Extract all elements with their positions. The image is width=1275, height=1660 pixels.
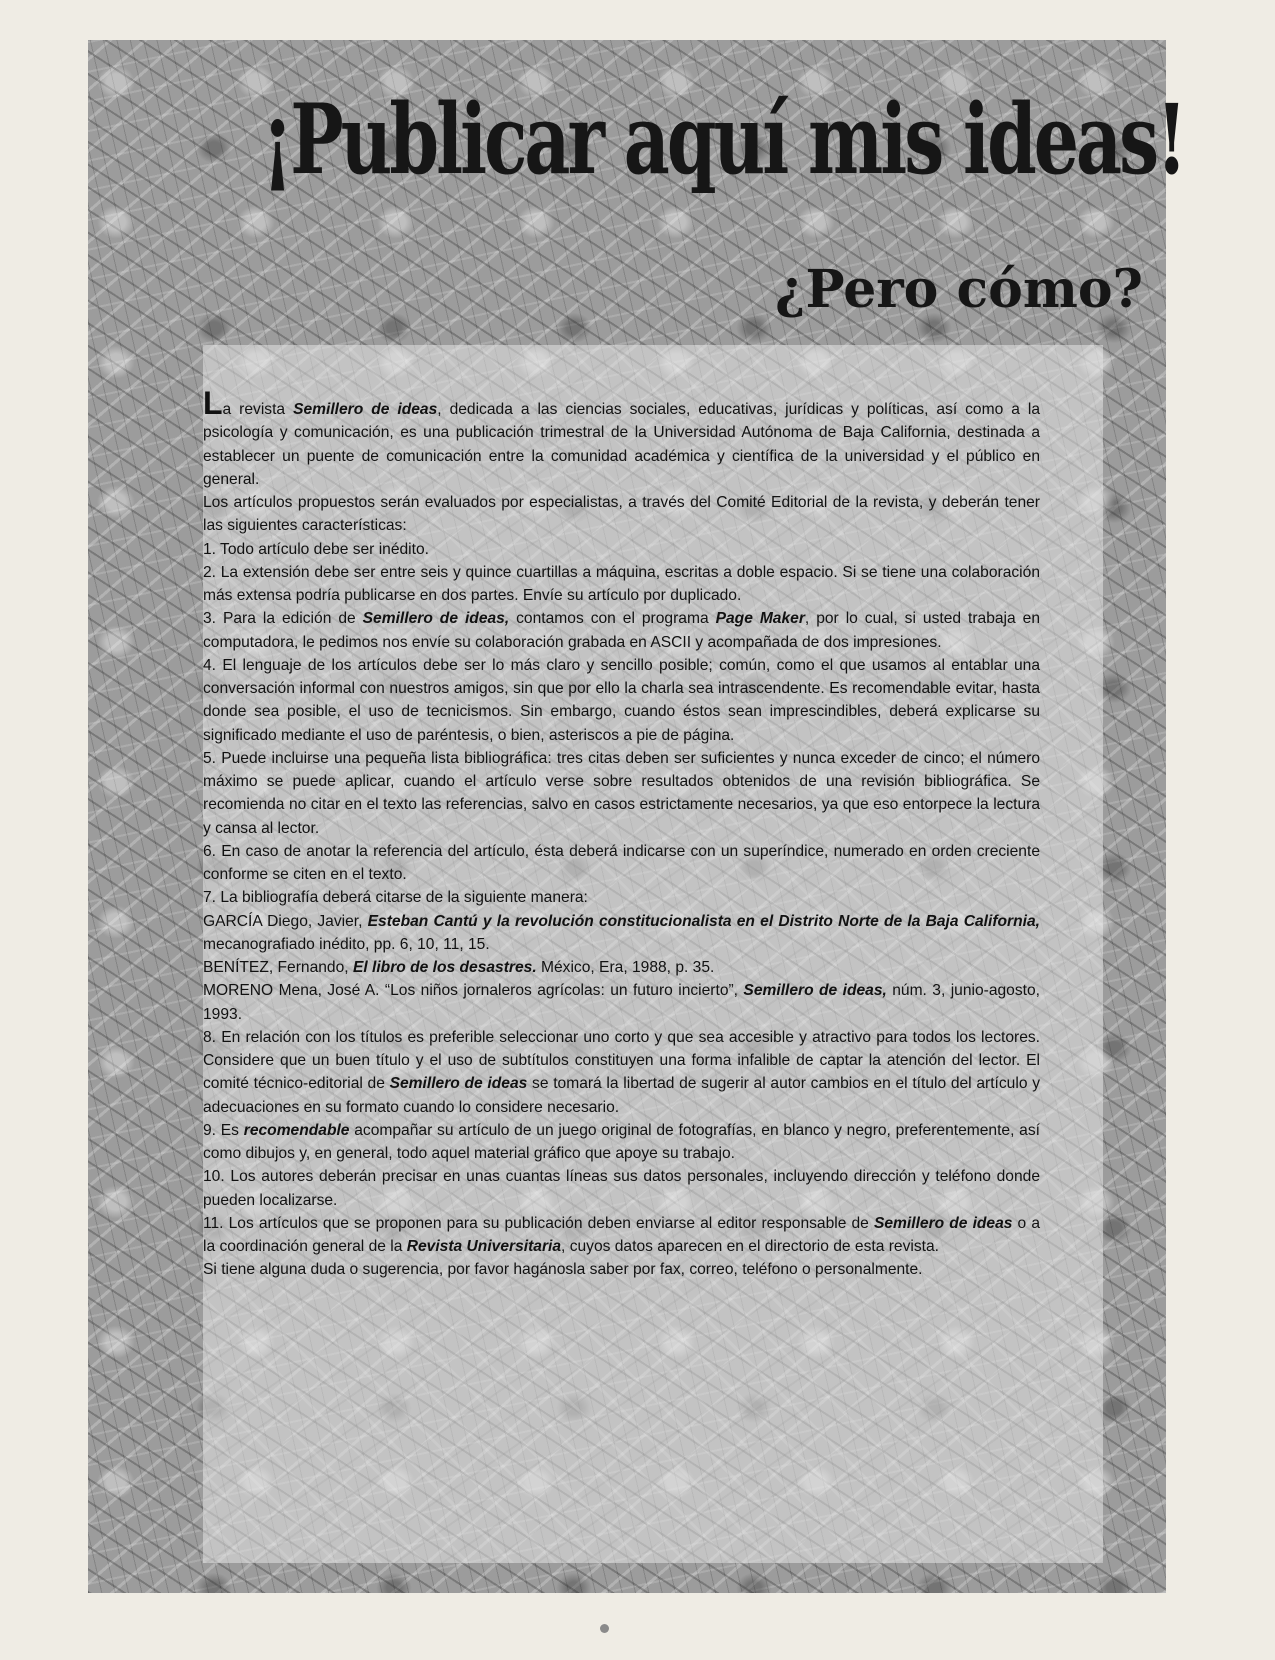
item-11-text: , cuyos datos aparecen en el directorio de esta revista. bbox=[561, 1238, 939, 1255]
item-9 bbox=[203, 1119, 1040, 1166]
drop-cap: L bbox=[203, 385, 223, 421]
reference-3 bbox=[203, 979, 1040, 1026]
magazine-name: Semillero de ideas bbox=[389, 1075, 528, 1093]
publication-name: Revista Universitaria bbox=[406, 1238, 562, 1255]
reference-1 bbox=[203, 910, 1040, 957]
magazine-name: Semillero de ideas bbox=[873, 1214, 1013, 1232]
item-5: 5. Puede incluirse una pequeña lista bibliográfica: tres citas deben ser suficientes y nunca exceder de cinco; el número máximo se puede aplicar, cuando el artículo verse sobre resultados obtenidos de una revisión bibliográfica. Se recomienda no citar en el texto las referencias, salvo en casos estrictamente necesarios, ya que eso entorpece la lectura y cansa al lector. bbox=[203, 749, 1040, 837]
reference-2 bbox=[203, 956, 1040, 979]
item-9-text: acompañar su artículo de un juego original de fotografías, en blanco y negro, preferentemente, así como dibujos y, en general, todo aquel material gráfico que apoye su trabajo. bbox=[203, 1121, 1040, 1162]
page-title: ¡Publicar aquí mis ideas! bbox=[262, 83, 1185, 196]
item-8 bbox=[203, 1026, 1040, 1119]
article-body bbox=[203, 385, 1041, 1282]
item-9-text: 9. Es bbox=[203, 1121, 244, 1139]
item-11-text: o a la coordinación general de la bbox=[203, 1214, 1041, 1255]
reference-title: El libro de los desastres. bbox=[352, 959, 537, 976]
item-1: 1. Todo artículo debe ser inédito. bbox=[203, 540, 429, 558]
item-3 bbox=[203, 607, 1040, 654]
page-subtitle: ¿Pero cómo? bbox=[775, 259, 1143, 320]
item-11-text: 11. Los artículos que se proponen para su publicación deben enviarse al editor responsable de bbox=[203, 1214, 874, 1232]
software-name: Page Maker bbox=[715, 610, 805, 628]
magazine-name: Semillero de ideas, bbox=[362, 610, 510, 628]
closing-line: Si tiene alguna duda o sugerencia, por favor hagánosla saber por fax, correo, teléfono o personalmente. bbox=[203, 1261, 923, 1279]
item-3-text: 3. Para la edición de bbox=[203, 610, 363, 628]
item-10: 10. Los autores deberán precisar en unas cuantas líneas sus datos personales, incluyendo dirección y teléfono donde pueden localizarse. bbox=[203, 1168, 1040, 1209]
reference-title: Semillero de ideas, bbox=[743, 982, 887, 1000]
item-4: 4. El lenguaje de los artículos debe ser lo más claro y sencillo posible; común, como el que usamos al entablar una conversación informal con nuestros amigos, sin que por ello la charla sea intrascendente. Es recomendable evitar, hasta donde sea posible, el uso de tecnicismos. Sin embargo, cuando éstos sean imprescindibles, deberá explicarse su significado mediante el uso de paréntesis, o bien, asteriscos a pie de página. bbox=[203, 656, 1040, 744]
reference-details: núm. 3, junio-agosto, 1993. bbox=[203, 982, 1040, 1023]
page-speck bbox=[600, 1624, 609, 1633]
item-8-text: se tomará la libertad de sugerir al autor cambios en el título del artículo y adecuaciones en su formato cuando lo considere necesario. bbox=[203, 1075, 1040, 1116]
item-3-text: , por lo cual, si usted trabaja en computadora, le pedimos nos envíe su colaboración grabada en ASCII y acompañada de dos impresiones. bbox=[203, 610, 1040, 651]
item-3-text: contamos con el programa bbox=[509, 610, 716, 628]
item-6: 6. En caso de anotar la referencia del artículo, ésta deberá indicarse con un superíndice, numerado en orden creciente conforme se citen en el texto. bbox=[203, 842, 1040, 883]
item-7: 7. La bibliografía deberá citarse de la siguiente manera: bbox=[203, 889, 588, 907]
criteria-intro: Los artículos propuestos serán evaluados por especialistas, a través del Comité Editorial de la revista, y deberán tener las siguientes características: bbox=[203, 494, 1040, 535]
intro-text: a revista bbox=[222, 401, 294, 418]
reference-title: Esteban Cantú y la revolución constitucionalista en el Distrito Norte de la Baja California, bbox=[367, 912, 1040, 930]
reference-author: BENÍTEZ, Fernando, bbox=[203, 959, 353, 976]
intro-paragraph bbox=[203, 385, 1040, 491]
item-8-text: 8. En relación con los títulos es preferible seleccionar uno corto y que sea accesible y atractivo para todos los lectores. Considere que un buen título y el uso de subtítulos constituyen una forma infalible de captar la atención del lector. El comité técnico-editorial de bbox=[203, 1028, 1040, 1093]
reference-details: México, Era, 1988, p. 35. bbox=[536, 959, 715, 976]
magazine-name: Semillero de ideas bbox=[293, 401, 438, 418]
intro-text: , dedicada a las ciencias sociales, educativas, jurídicas y políticas, así como a la psicología y comunicación, es una publicación trimestral de la Universidad Autónoma de Baja California, destinada a establecer un puente de comunicación entre la comunidad académica y científica de la universidad y el público en general. bbox=[203, 401, 1040, 488]
reference-author: GARCÍA Diego, Javier, bbox=[203, 912, 368, 930]
item-11 bbox=[203, 1212, 1040, 1259]
emphasis: recomendable bbox=[243, 1121, 350, 1139]
reference-details: mecanografiado inédito, pp. 6, 10, 11, 15. bbox=[203, 935, 490, 953]
reference-author: MORENO Mena, José A. “Los niños jornaleros agrícolas: un futuro incierto”, bbox=[203, 982, 744, 1000]
item-2: 2. La extensión debe ser entre seis y quince cuartillas a máquina, escritas a doble espacio. Si se tiene una colaboración más extensa podría publicarse en dos partes. Envíe su artículo por duplicado. bbox=[203, 563, 1040, 604]
